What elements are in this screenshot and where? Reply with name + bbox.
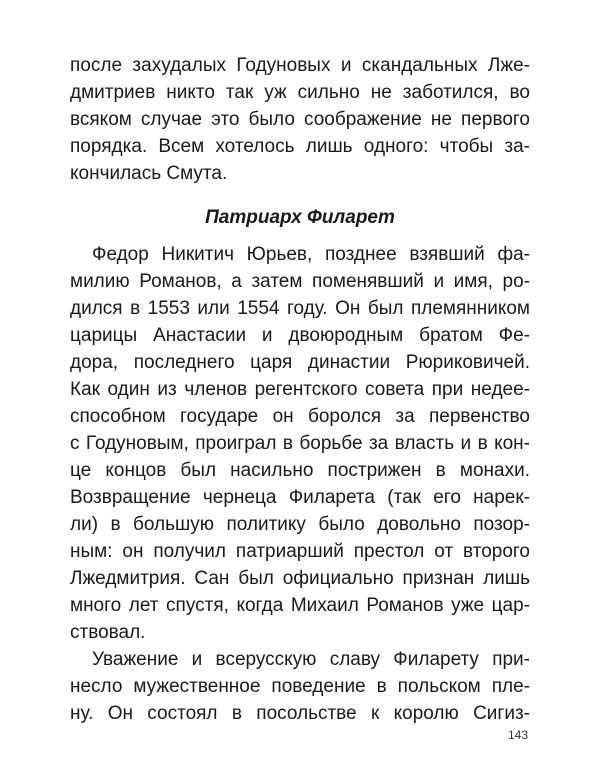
text-line: ну. Он состоял в посольстве к королю Сигиз- <box>70 703 530 724</box>
text-line: порядка. Всем хотелось лишь одного: чтобы за- <box>70 136 530 157</box>
text-line: Уважение и всерусскую славу Филарету при- <box>92 649 530 670</box>
text-line: ли) в большую политику было довольно позор- <box>70 514 530 535</box>
text-line: дмитриев никто так уж сильно не заботился, во <box>70 82 530 103</box>
text-line: дился в 1553 или 1554 году. Он был племянником <box>70 298 530 319</box>
text-line: после захудалых Годуновых и скандальных Лже- <box>70 55 530 76</box>
text-line: милию Романов, а затем поменявший и имя, ро- <box>70 271 530 292</box>
text-line: ствовал. <box>70 622 146 643</box>
page-number: 143 <box>507 728 528 742</box>
text-line: всяком случае это было соображение не первого <box>70 109 530 130</box>
text-line: ным: он получил патриарший престол от второго <box>70 541 530 562</box>
text-line: Возвращение чернеца Филарета (так его нарек- <box>70 487 530 508</box>
text-line: много лет спустя, когда Михаил Романов уже цар- <box>70 595 530 616</box>
section-heading: Патриарх Филарет <box>205 207 395 228</box>
text-line: способном государе он боролся за первенство <box>70 406 530 427</box>
text-line: кончилась Смута. <box>70 163 228 184</box>
text-line: Как один из членов регентского совета при недее- <box>70 379 530 400</box>
text-line: це концов был насильно пострижен в монахи. <box>70 460 530 481</box>
text-line: дора, последнего царя династии Рюриковичей. <box>70 352 530 373</box>
text-line: царицы Анастасии и двоюродным братом Фе- <box>70 325 530 346</box>
text-line: Лжедмитрия. Сан был официально признан лишь <box>70 568 530 589</box>
text-line: с Годуновым, проиграл в борьбе за власть и в кон- <box>70 433 530 454</box>
text-line: Федор Никитич Юрьев, позднее взявший фа- <box>92 244 530 265</box>
text-line: несло мужественное поведение в польском пле- <box>70 676 530 697</box>
